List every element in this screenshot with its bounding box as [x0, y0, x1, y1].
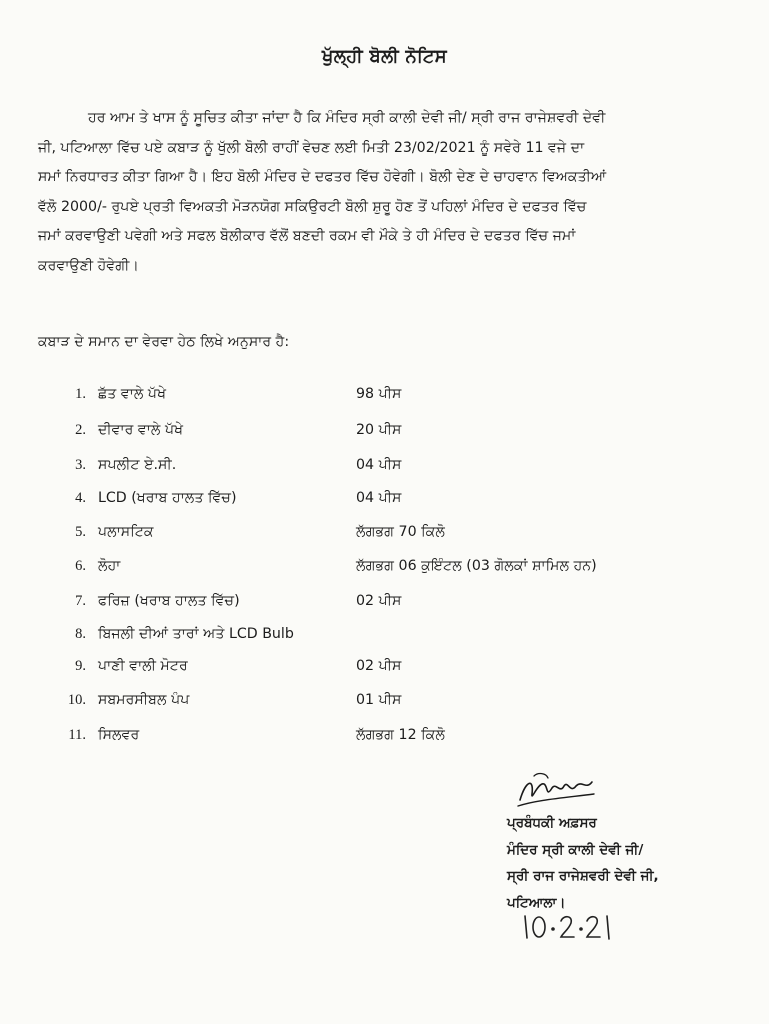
item-number: 7.: [75, 593, 86, 609]
paragraph-line: ਕਰਵਾਉਣੀ ਹੋਵੇਗੀ।: [38, 257, 139, 274]
list-item: [0, 386, 769, 414]
signatory-line: ਮੰਦਿਰ ਸ੍ਰੀ ਕਾਲੀ ਦੇਵੀ ਜੀ/: [507, 841, 644, 858]
item-quantity: 02 ਪੀਸ: [356, 658, 402, 674]
list-item: [0, 490, 769, 518]
item-quantity: ਲੱਗਭਗ 70 ਕਿਲੋ: [356, 524, 445, 540]
item-name: ਫਰਿਜ਼ (ਖਰਾਬ ਹਾਲਤ ਵਿੱਚ): [98, 593, 240, 609]
list-item: [0, 524, 769, 552]
item-name: ਦੀਵਾਰ ਵਾਲੇ ਪੱਖੇ: [98, 422, 184, 438]
item-quantity: 04 ਪੀਸ: [356, 457, 402, 473]
item-quantity: ਲੱਗਭਗ 06 ਕੁਇੰਟਲ (03 ਗੋਲਕਾਂ ਸ਼ਾਮਿਲ ਹਨ): [356, 558, 597, 574]
item-number: 3.: [75, 457, 86, 473]
notice-title: ਖੁੱਲ੍ਹੀ ਬੋਲੀ ਨੋਟਿਸ: [322, 46, 447, 67]
paragraph-line: ਵੱਲੋ 2000/- ਰੁਪਏ ਪ੍ਰਤੀ ਵਿਅਕਤੀ ਮੋੜਨਯੋਗ ਸਕਿਉਰਟੀ ਬੋਲੀ ਸ਼ੁਰੂ ਹੋਣ ਤੋਂ ਪਹਿਲਾਂ ਮੰਦਿਰ ਦੇ ਦਫਤਰ ਵਿੱਚ: [38, 198, 587, 215]
item-number: 2.: [75, 422, 86, 438]
item-number: 10.: [67, 692, 86, 708]
list-item: [0, 658, 769, 686]
handwritten-date: [517, 908, 617, 944]
item-number: 11.: [68, 727, 86, 743]
item-quantity: 20 ਪੀਸ: [356, 422, 402, 438]
item-quantity: ਲੱਗਭਗ 12 ਕਿਲੋ: [356, 727, 445, 743]
item-number: 4.: [75, 490, 86, 506]
paragraph-line: ਜਮਾਂ ਕਰਵਾਉਣੀ ਪਵੇਗੀ ਅਤੇ ਸਫਲ ਬੋਲੀਕਾਰ ਵੱਲੋਂ ਬਣਦੀ ਰਕਮ ਵੀ ਮੌਕੇ ਤੇ ਹੀ ਮੰਦਿਰ ਦੇ ਦਫਤਰ ਵਿੱਚ ਜਮਾਂ: [38, 228, 576, 245]
paragraph-line: ਜੀ, ਪਟਿਆਲਾ ਵਿੱਚ ਪਏ ਕਬਾੜ ਨੂੰ ਖੁੱਲੀ ਬੋਲੀ ਰਾਹੀਂ ਵੇਚਣ ਲਈ ਮਿਤੀ 23/02/2021 ਨੂੰ ਸਵੇਰੇ 11 ਵਜੇ ਦਾ: [38, 139, 585, 156]
list-item: [0, 457, 769, 485]
list-item: [0, 727, 769, 755]
signatory-title: ਪ੍ਰਬੰਧਕੀ ਅਫ਼ਸਰ: [507, 815, 597, 831]
item-number: 6.: [75, 558, 86, 574]
item-name: ਪਾਣੀ ਵਾਲੀ ਮੋਟਰ: [98, 658, 188, 674]
paragraph-line: ਸਮਾਂ ਨਿਰਧਾਰਤ ਕੀਤਾ ਗਿਆ ਹੈ। ਇਹ ਬੋਲੀ ਮੰਦਿਰ ਦੇ ਦਫਤਰ ਵਿੱਚ ਹੋਵੇਗੀ। ਬੋਲੀ ਦੇਣ ਦੇ ਚਾਹਵਾਨ ਵਿਅਕਤੀਆਂ: [38, 169, 607, 186]
item-quantity: 98 ਪੀਸ: [356, 386, 402, 402]
signatory-block: [507, 810, 659, 916]
item-number: 9.: [75, 658, 86, 674]
item-name: ਲੋਹਾ: [98, 558, 121, 574]
list-item: [0, 593, 769, 621]
item-quantity: 02 ਪੀਸ: [356, 593, 402, 609]
signatory-line: ਸ੍ਰੀ ਰਾਜ ਰਾਜੇਸ਼ਵਰੀ ਦੇਵੀ ਜੀ,: [507, 868, 659, 884]
paragraph-line: ਹਰ ਆਮ ਤੇ ਖਾਸ ਨੂੰ ਸੂਚਿਤ ਕੀਤਾ ਜਾਂਦਾ ਹੈ ਕਿ ਮੰਦਿਰ ਸ੍ਰੀ ਕਾਲੀ ਦੇਵੀ ਜੀ/ ਸ੍ਰੀ ਰਾਜ ਰਾਜੇਸ਼ਵਰੀ ਦੇਵੀ: [88, 110, 606, 126]
item-name: ਛੱਤ ਵਾਲੇ ਪੱਖੇ: [98, 386, 167, 402]
item-number: 8.: [75, 626, 86, 642]
items-intro: ਕਬਾੜ ਦੇ ਸਮਾਨ ਦਾ ਵੇਰਵਾ ਹੇਠ ਲਿਖੇ ਅਨੁਸਾਰ ਹੈ:: [38, 334, 290, 350]
item-name: ਪਲਾਸਟਿਕ: [98, 524, 154, 540]
item-name: ਸਬਮਰਸੀਬਲ ਪੰਪ: [98, 692, 190, 708]
item-number: 5.: [75, 524, 86, 540]
signatory-line: ਪਟਿਆਲਾ।: [507, 894, 566, 911]
list-item: [0, 626, 769, 654]
item-name: ਸਪਲੀਟ ਏ.ਸੀ.: [98, 457, 177, 473]
list-item: [0, 692, 769, 720]
item-name: LCD (ਖਰਾਬ ਹਾਲਤ ਵਿੱਚ): [98, 490, 237, 506]
list-item: [0, 422, 769, 450]
list-item: [0, 558, 769, 586]
item-name: ਸਿਲਵਰ: [98, 727, 140, 743]
item-number: 1.: [75, 386, 86, 402]
item-quantity: 01 ਪੀਸ: [356, 692, 402, 708]
item-quantity: 04 ਪੀਸ: [356, 490, 402, 506]
notice-paragraph: [38, 104, 738, 282]
item-name: ਬਿਜਲੀ ਦੀਆਂ ਤਾਰਾਂ ਅਤੇ LCD Bulb: [98, 626, 294, 642]
